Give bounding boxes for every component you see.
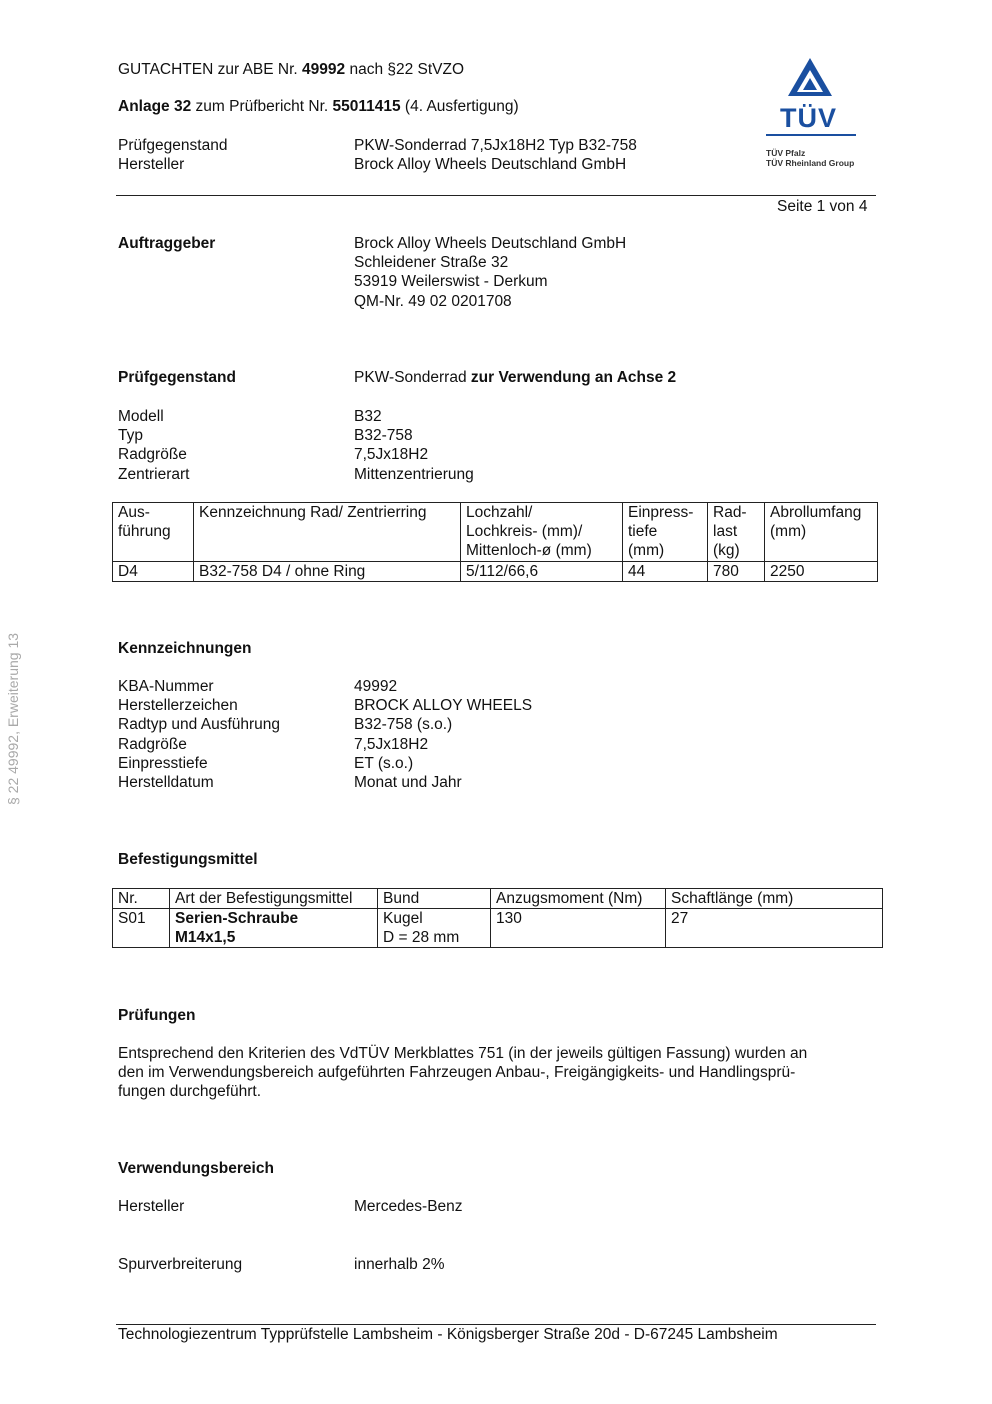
header-value-2: Brock Alloy Wheels Deutschland GmbH [354, 156, 627, 173]
pruefgegenstand-labels [118, 407, 190, 484]
table-cell: D4 [113, 562, 194, 582]
anlage-number: Anlage 32 [118, 98, 192, 115]
address-line: 53919 Weilerswist - Derkum [354, 273, 548, 291]
spec-label: Zentrierart [118, 465, 190, 483]
abe-number: 49992 [302, 61, 346, 78]
tuev-triangle-icon [764, 56, 860, 108]
table-header-cell: Schaftlänge (mm) [666, 889, 883, 909]
spec-label: Modell [118, 408, 164, 425]
paragraph-line: fungen durchgeführt. [118, 1083, 262, 1101]
table-header-cell: Art der Befestigungsmittel [170, 889, 378, 909]
marking-value: Monat und Jahr [354, 773, 462, 791]
marking-label: Herstellerzeichen [118, 697, 238, 715]
spec-label: Radgröße [118, 446, 187, 464]
table-cell: Kugel D = 28 mm [378, 909, 491, 948]
header-text: zum Prüfbericht Nr. [191, 98, 333, 115]
header-text: GUTACHTEN zur ABE Nr. [118, 61, 303, 78]
report-number: 55011415 [332, 98, 401, 115]
logo-subtext-1: TÜV Pfalz [766, 148, 806, 158]
logo-text: TÜV [780, 103, 837, 133]
header-line-1 [118, 60, 464, 79]
table-cell: B32-758 D4 / ohne Ring [194, 562, 461, 582]
auftraggeber-address [354, 234, 626, 311]
marking-value: ET (s.o.) [354, 754, 414, 772]
spec-value: B32-758 [354, 427, 413, 445]
table-header-cell: Lochzahl/ Lochkreis- (mm)/ Mittenloch-ø (mm) [461, 503, 623, 562]
table-cell: 780 [708, 562, 765, 582]
verwendung-title: Verwendungsbereich [118, 1160, 274, 1177]
header-text: (4. Ausfertigung) [400, 98, 519, 115]
pruefungen-title: Prüfungen [118, 1007, 196, 1024]
table-cell: S01 [113, 909, 170, 948]
verwendung-hersteller-label: Hersteller [118, 1198, 185, 1215]
table-cell: Serien-Schraube M14x1,5 [170, 909, 378, 948]
table-cell: 44 [623, 562, 708, 582]
table-header-row [113, 889, 883, 909]
pruefgegenstand-values [354, 407, 474, 484]
address-line: Schleidener Straße 32 [354, 254, 509, 272]
logo-rule [766, 134, 856, 136]
marking-value: 7,5Jx18H2 [354, 735, 429, 753]
marking-label: Herstelldatum [118, 773, 214, 791]
kennzeichnungen-title: Kennzeichnungen [118, 640, 252, 657]
table-row [113, 562, 878, 582]
spec-value: B32 [354, 408, 382, 425]
table-header-cell: Nr. [113, 889, 170, 909]
spurverbreiterung-label: Spurverbreiterung [118, 1256, 243, 1273]
marking-label: Einpresstiefe [118, 754, 208, 772]
logo-subtext-2: TÜV Rheinland Group [766, 158, 855, 168]
table-header-cell: Kennzeichnung Rad/ Zentrierring [194, 503, 461, 562]
fastener-table [112, 888, 883, 948]
pruefgegenstand-text: PKW-Sonderrad [354, 369, 471, 386]
page-number: Seite 1 von 4 [777, 198, 868, 215]
befestigung-title: Befestigungsmittel [118, 851, 258, 868]
table-cell: 130 [491, 909, 666, 948]
marking-value: 49992 [354, 678, 398, 695]
marking-value: B32-758 (s.o.) [354, 716, 453, 734]
pruefgegenstand-label: Prüfgegenstand [118, 369, 236, 386]
spec-label: Typ [118, 427, 143, 445]
table-cell: 5/112/66,6 [461, 562, 623, 582]
table-header-cell: Anzugsmoment (Nm) [491, 889, 666, 909]
side-margin-note: § 22 49992, Erweiterung 13 [5, 632, 21, 805]
paragraph-line: Entsprechend den Kriterien des VdTÜV Merkblattes 751 (in der jeweils gültigen Fassung) wurden an [118, 1045, 808, 1062]
table-cell: 27 [666, 909, 883, 948]
pruefgegenstand-value [354, 368, 676, 387]
marking-value: BROCK ALLOY WHEELS [354, 697, 533, 715]
paragraph-line: den im Verwendungsbereich aufgeführten Fahrzeugen Anbau-, Freigängigkeits- und Handlingsprü- [118, 1064, 796, 1082]
table-header-cell: Abrollumfang (mm) [765, 503, 878, 562]
spec-value: 7,5Jx18H2 [354, 446, 429, 464]
header-label-1: Prüfgegenstand [118, 137, 228, 154]
tuev-logo [764, 56, 860, 168]
table-header-cell: Bund [378, 889, 491, 909]
header-text: nach §22 StVZO [345, 61, 465, 78]
spec-value: Mittenzentrierung [354, 465, 474, 483]
table-header-row [113, 503, 878, 562]
table-header-cell: Aus- führung [113, 503, 194, 562]
kennzeichnungen-values [354, 677, 532, 792]
marking-label: Radtyp und Ausführung [118, 716, 281, 734]
table-cell: 2250 [765, 562, 878, 582]
table-header-cell: Rad- last (kg) [708, 503, 765, 562]
address-line: QM-Nr. 49 02 0201708 [354, 292, 512, 310]
header-label-2: Hersteller [118, 156, 185, 173]
footer-address: Technologiezentrum Typprüfstelle Lambsheim - Königsberger Straße 20d - D-67245 Lambsheim [118, 1326, 778, 1343]
auftraggeber-label: Auftraggeber [118, 235, 216, 252]
verwendung-hersteller-value: Mercedes-Benz [354, 1198, 463, 1215]
header-line-2 [118, 97, 519, 116]
pruefungen-paragraph [118, 1044, 807, 1102]
table-header-cell: Einpress- tiefe (mm) [623, 503, 708, 562]
wheel-table [112, 502, 878, 582]
header-value-1: PKW-Sonderrad 7,5Jx18H2 Typ B32-758 [354, 137, 637, 154]
marking-label: Radgröße [118, 735, 187, 753]
pruefgegenstand-axle: zur Verwendung an Achse 2 [470, 369, 677, 386]
table-row [113, 909, 883, 948]
address-line: Brock Alloy Wheels Deutschland GmbH [354, 235, 627, 252]
header-divider [116, 195, 876, 196]
spurverbreiterung-value: innerhalb 2% [354, 1256, 445, 1273]
kennzeichnungen-labels [118, 677, 280, 792]
marking-label: KBA-Nummer [118, 678, 214, 695]
